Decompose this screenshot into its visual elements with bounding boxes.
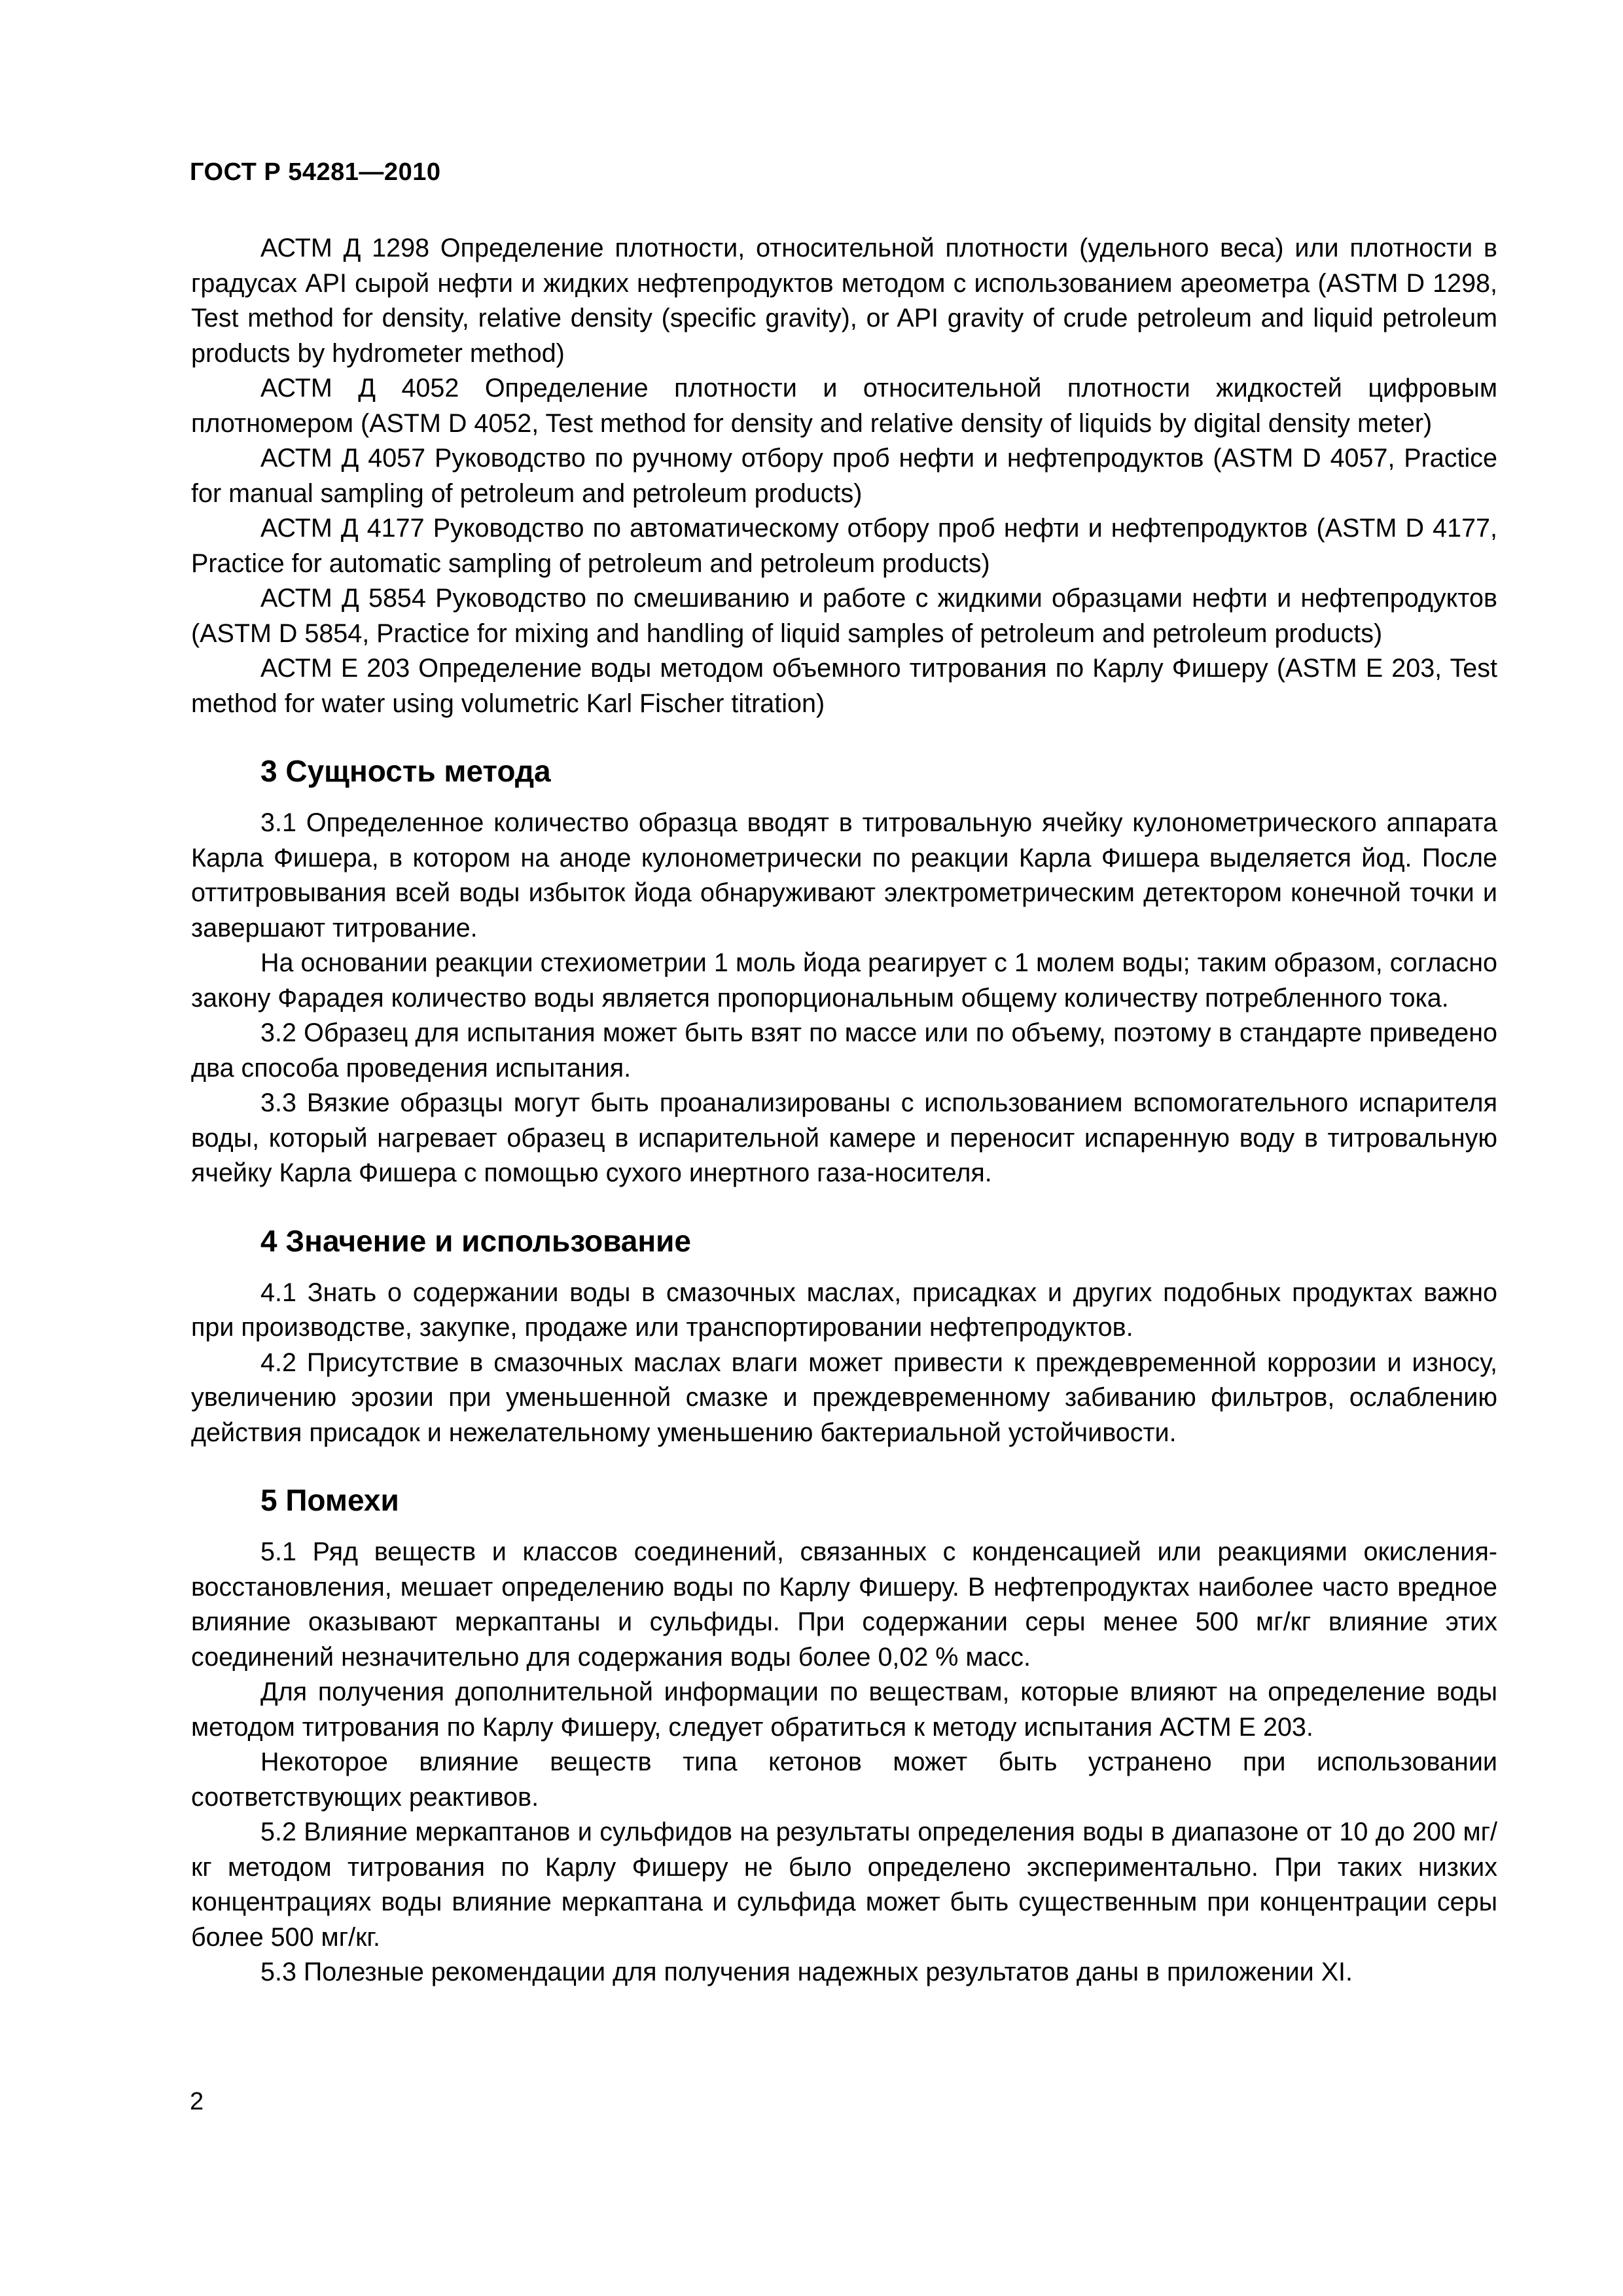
section-5	[191, 1483, 1497, 1990]
reference-astm-e203: АСТМ Е 203 Определение воды методом объемного титрования по Карлу Фишеру (ASTM E 203, Test method for water using volumetric Karl Fischer titration)	[191, 654, 1505, 718]
paragraph-5-1-cont: Для получения дополнительной информации по веществам, которые влияют на определение воды методом титрования по Карлу Фишеру, следует обратиться к методу испытания АСТМ Е 203.	[191, 1677, 1497, 1742]
paragraph-5-2: 5.2 Влияние меркаптанов и сульфидов на результаты определения воды в диапазоне от 10 до 200 мг/кг методом титрования по Карлу Фишеру не было определено экспериментально. При таких низких концентрациях воды влияние меркаптана и сульфида может быть существенным при концентрации серы более 500 мг/кг.	[191, 1818, 1497, 1952]
reference-astm-d4177: АСТМ Д 4177 Руководство по автоматическому отбору проб нефти и нефтепродуктов (ASTM D 4177, Practice for automatic sampling of petroleum and petroleum products)	[191, 514, 1505, 578]
document-header: ГОСТ Р 54281—2010	[190, 158, 441, 186]
paragraph-3-2: 3.2 Образец для испытания может быть взят по массе или по объему, поэтому в стандарте приведено два способа проведения испытания.	[191, 1018, 1497, 1083]
section-4	[191, 1224, 1497, 1451]
page-number: 2	[190, 2088, 204, 2115]
reference-astm-d4052: АСТМ Д 4052 Определение плотности и относительной плотности жидкостей цифровым плотномером (ASTM D 4052, Test method for density and relative density of liquids by digital density meter)	[191, 374, 1505, 438]
section-5-heading: 5 Помехи	[260, 1483, 399, 1517]
document-body	[191, 231, 1505, 1990]
paragraph-4-1: 4.1 Знать о содержании воды в смазочных маслах, присадках и других подобных продуктах важно при производстве, закупке, продаже или транспортировании нефтепродуктов.	[191, 1278, 1497, 1342]
paragraph-3-3: 3.3 Вязкие образцы могут быть проанализированы с использованием вспомогательного испарителя воды, который нагревает образец в испарительной камере и переносит испаренную воду в титровальную ячейку Карла Фишера с помощью сухого инертного газа-носителя.	[191, 1088, 1497, 1187]
paragraph-4-2: 4.2 Присутствие в смазочных маслах влаги может привести к преждевременной коррозии и износу, увеличению эрозии при уменьшенной смазке и преждевременному забиванию фильтров, ослаблению действия присадок и нежелательному уменьшению бактериальной устойчивости.	[191, 1348, 1497, 1447]
section-3	[191, 754, 1497, 1191]
paragraph-5-1: 5.1 Ряд веществ и классов соединений, связанных с конденсацией или реакциями окисления-восстановления, мешает определению воды по Карлу Фишеру. В нефтепродуктах наиболее часто вредное влияние оказывают меркаптаны и сульфиды. При содержании серы менее 500 мг/кг влияние этих соединений незначительно для содержания воды более 0,02 % масс.	[191, 1537, 1497, 1672]
paragraph-3-1-cont: На основании реакции стехиометрии 1 моль йода реагирует с 1 молем воды; таким образом, согласно закону Фарадея количество воды является пропорциональным общему количеству потребленного тока.	[191, 948, 1497, 1013]
section-3-heading: 3 Сущность метода	[260, 754, 551, 788]
paragraph-5-3: 5.3 Полезные рекомендации для получения надежных результатов даны в приложении XI.	[260, 1958, 1353, 1986]
reference-astm-d1298: АСТМ Д 1298 Определение плотности, относительной плотности (удельного веса) или плотности в градусах API сырой нефти и жидких нефтепродуктов методом с использованием ареометра (ASTM D 1298, Test method for density, relative density (specific gravity), or API gravity of crude petroleum and liquid petroleum products by hydrometer method)	[191, 234, 1505, 368]
paragraph-3-1: 3.1 Определенное количество образца вводят в титровальную ячейку кулонометрического аппарата Карла Фишера, в котором на аноде кулонометрически по реакции Карла Фишера выделяется йод. После оттитровывания всей воды избыток йода обнаруживают электрометрическим детектором конечной точки и завершают титрование.	[191, 808, 1497, 942]
normative-references	[191, 231, 1505, 721]
reference-astm-d5854: АСТМ Д 5854 Руководство по смешиванию и работе с жидкими образцами нефти и нефтепродуктов (ASTM D 5854, Practice for mixing and handling of liquid samples of petroleum and petroleum products)	[191, 584, 1505, 648]
paragraph-5-1-note: Некоторое влияние веществ типа кетонов может быть устранено при использовании соответствующих реактивов.	[191, 1748, 1497, 1812]
section-4-heading: 4 Значение и использование	[260, 1223, 691, 1258]
reference-astm-d4057: АСТМ Д 4057 Руководство по ручному отбору проб нефти и нефтепродуктов (ASTM D 4057, Practice for manual sampling of petroleum and petroleum products)	[191, 444, 1505, 508]
